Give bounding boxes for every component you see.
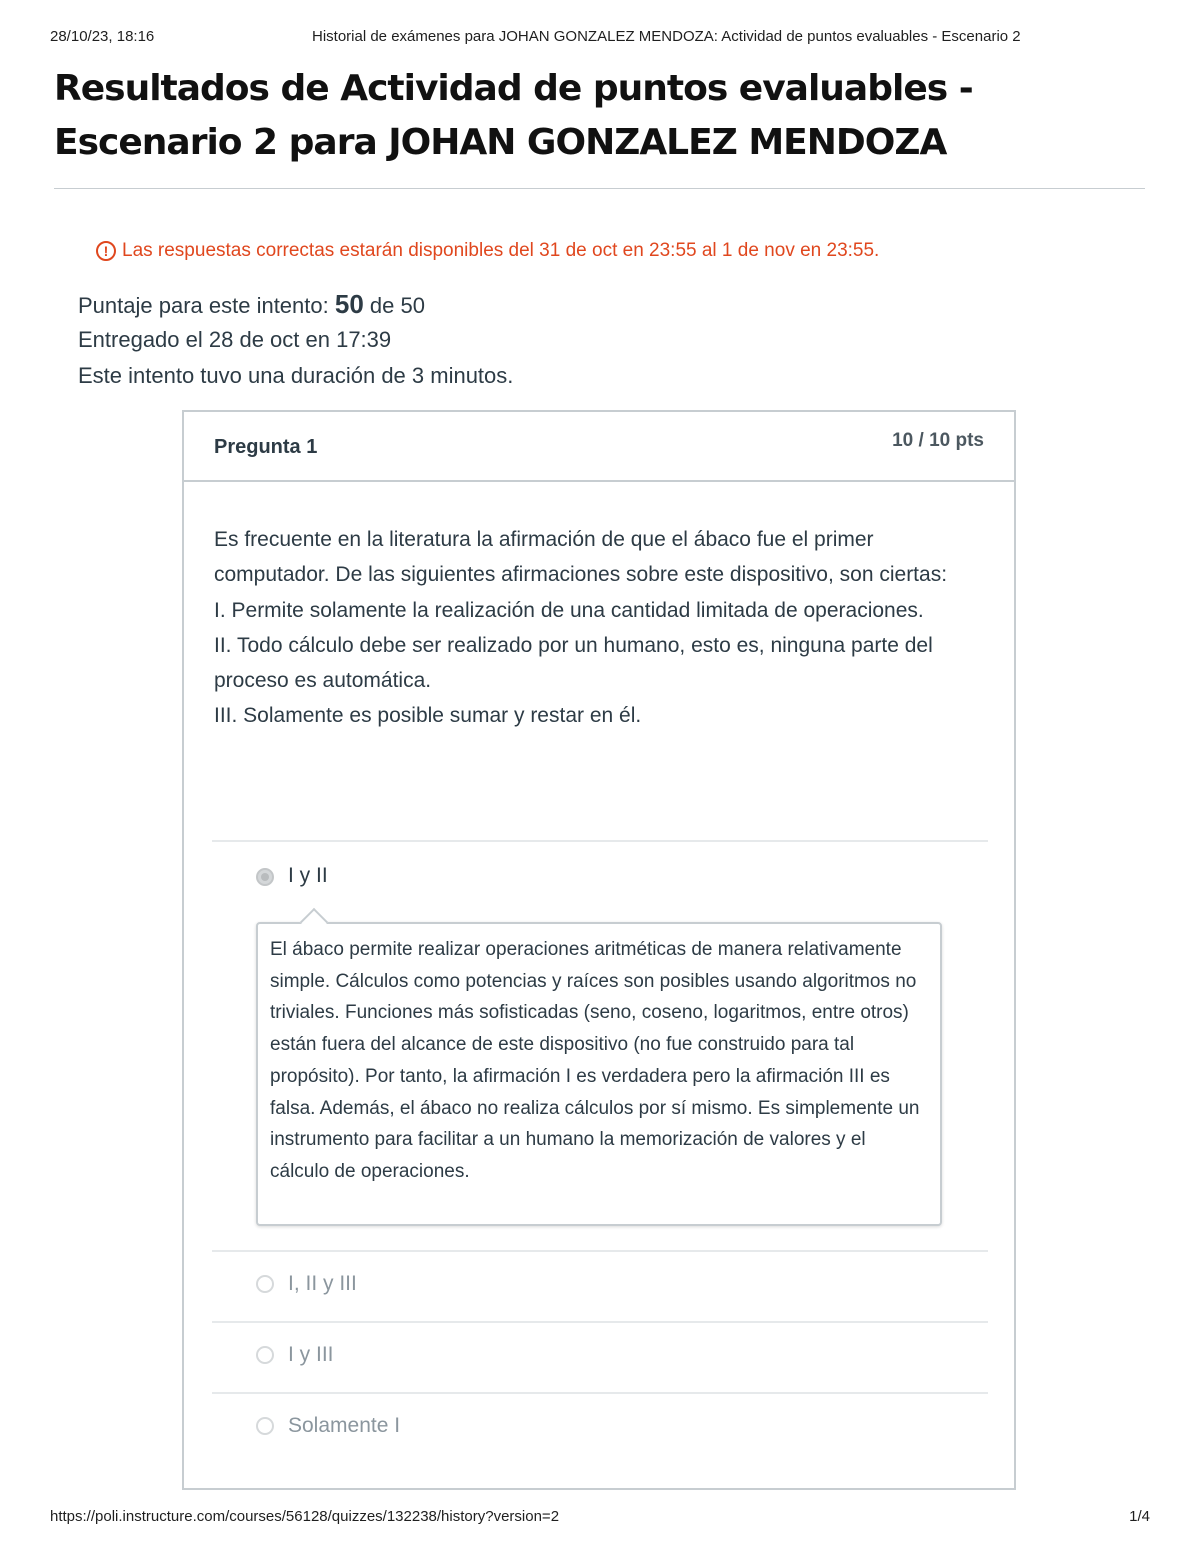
- radio-selected[interactable]: [256, 868, 274, 886]
- answer-option[interactable]: [212, 840, 988, 1250]
- question-text: [214, 522, 994, 734]
- attempt-duration: Este intento tuvo una duración de 3 minutos.: [78, 363, 514, 388]
- page-number: 1/4: [1129, 1508, 1150, 1525]
- question-text-intro: Es frecuente en la literatura la afirmación de que el ábaco fue el primer computador. De las siguientes afirmaciones sobre este dispositivo, son ciertas:: [214, 528, 948, 587]
- answer-feedback: [256, 922, 942, 1226]
- submitted-at: Entregado el 28 de oct en 17:39: [78, 327, 392, 352]
- attempt-summary: [78, 288, 513, 396]
- answer-label: I, II y III: [288, 1272, 357, 1295]
- exclamation-circle-icon: !: [96, 241, 116, 261]
- print-document-title: Historial de exámenes para JOHAN GONZALEZ MENDOZA: Actividad de puntos evaluables - Escenario 2: [312, 28, 1021, 45]
- page-title-line-2: Escenario 2 para JOHAN GONZALEZ MENDOZA: [54, 122, 947, 163]
- print-header: [50, 28, 1150, 48]
- answer-label: Solamente I: [288, 1414, 401, 1437]
- question-header: [184, 412, 1014, 482]
- answer-label: I y III: [288, 1343, 334, 1366]
- title-divider: [54, 188, 1145, 189]
- question-points: 10 / 10 pts: [892, 430, 984, 451]
- page-title: [54, 62, 1054, 170]
- score-suffix: de 50: [369, 293, 425, 318]
- feedback-text: El ábaco permite realizar operaciones aritméticas de manera relativamente simple. Cálculos como potencias y raíces son posibles usando algoritmos no triviales. Funciones más sofisticadas (seno, coseno, logaritmos, entre otros) están fuera del alcance de este dispositivo (no fue construido para tal propósito). Por tanto, la afirmación I es verdadera pero la afirmación III es falsa. Además, el ábaco no realiza cálculos por sí mismo. Es simplemente un instrumento para facilitar a un humano la memorización de valores y el cálculo de operaciones.: [270, 939, 920, 1182]
- radio-unselected[interactable]: [256, 1346, 274, 1364]
- question-card: [182, 410, 1016, 1490]
- page-title-line-1: Resultados de Actividad de puntos evaluables -: [54, 68, 973, 109]
- answer-list: [212, 840, 988, 1463]
- question-statement-1: I. Permite solamente la realización de una cantidad limitada de operaciones.: [214, 598, 924, 622]
- score-value: 50: [334, 289, 364, 319]
- print-footer: [50, 1508, 1150, 1528]
- radio-unselected[interactable]: [256, 1275, 274, 1293]
- question-statement-2: II. Todo cálculo debe ser realizado por un humano, esto es, ninguna parte del proceso es automática.: [214, 633, 933, 693]
- answer-label: I y II: [288, 864, 328, 887]
- alert-text: Las respuestas correctas estarán disponibles del 31 de oct en 23:55 al 1 de nov en 23:55.: [122, 240, 880, 261]
- answer-option[interactable]: [212, 1392, 988, 1463]
- answer-option[interactable]: [212, 1321, 988, 1392]
- page-url[interactable]: https://poli.instructure.com/courses/56128/quizzes/132238/history?version=2: [50, 1508, 560, 1525]
- answer-option[interactable]: [212, 1250, 988, 1321]
- score-line: [78, 288, 513, 324]
- score-prefix: Puntaje para este intento:: [78, 293, 329, 318]
- answers-availability-alert: [96, 240, 879, 262]
- question-statement-3: III. Solamente es posible sumar y restar en él.: [214, 704, 642, 728]
- radio-unselected[interactable]: [256, 1417, 274, 1435]
- print-date: 28/10/23, 18:16: [50, 28, 155, 45]
- question-title: Pregunta 1: [214, 436, 318, 458]
